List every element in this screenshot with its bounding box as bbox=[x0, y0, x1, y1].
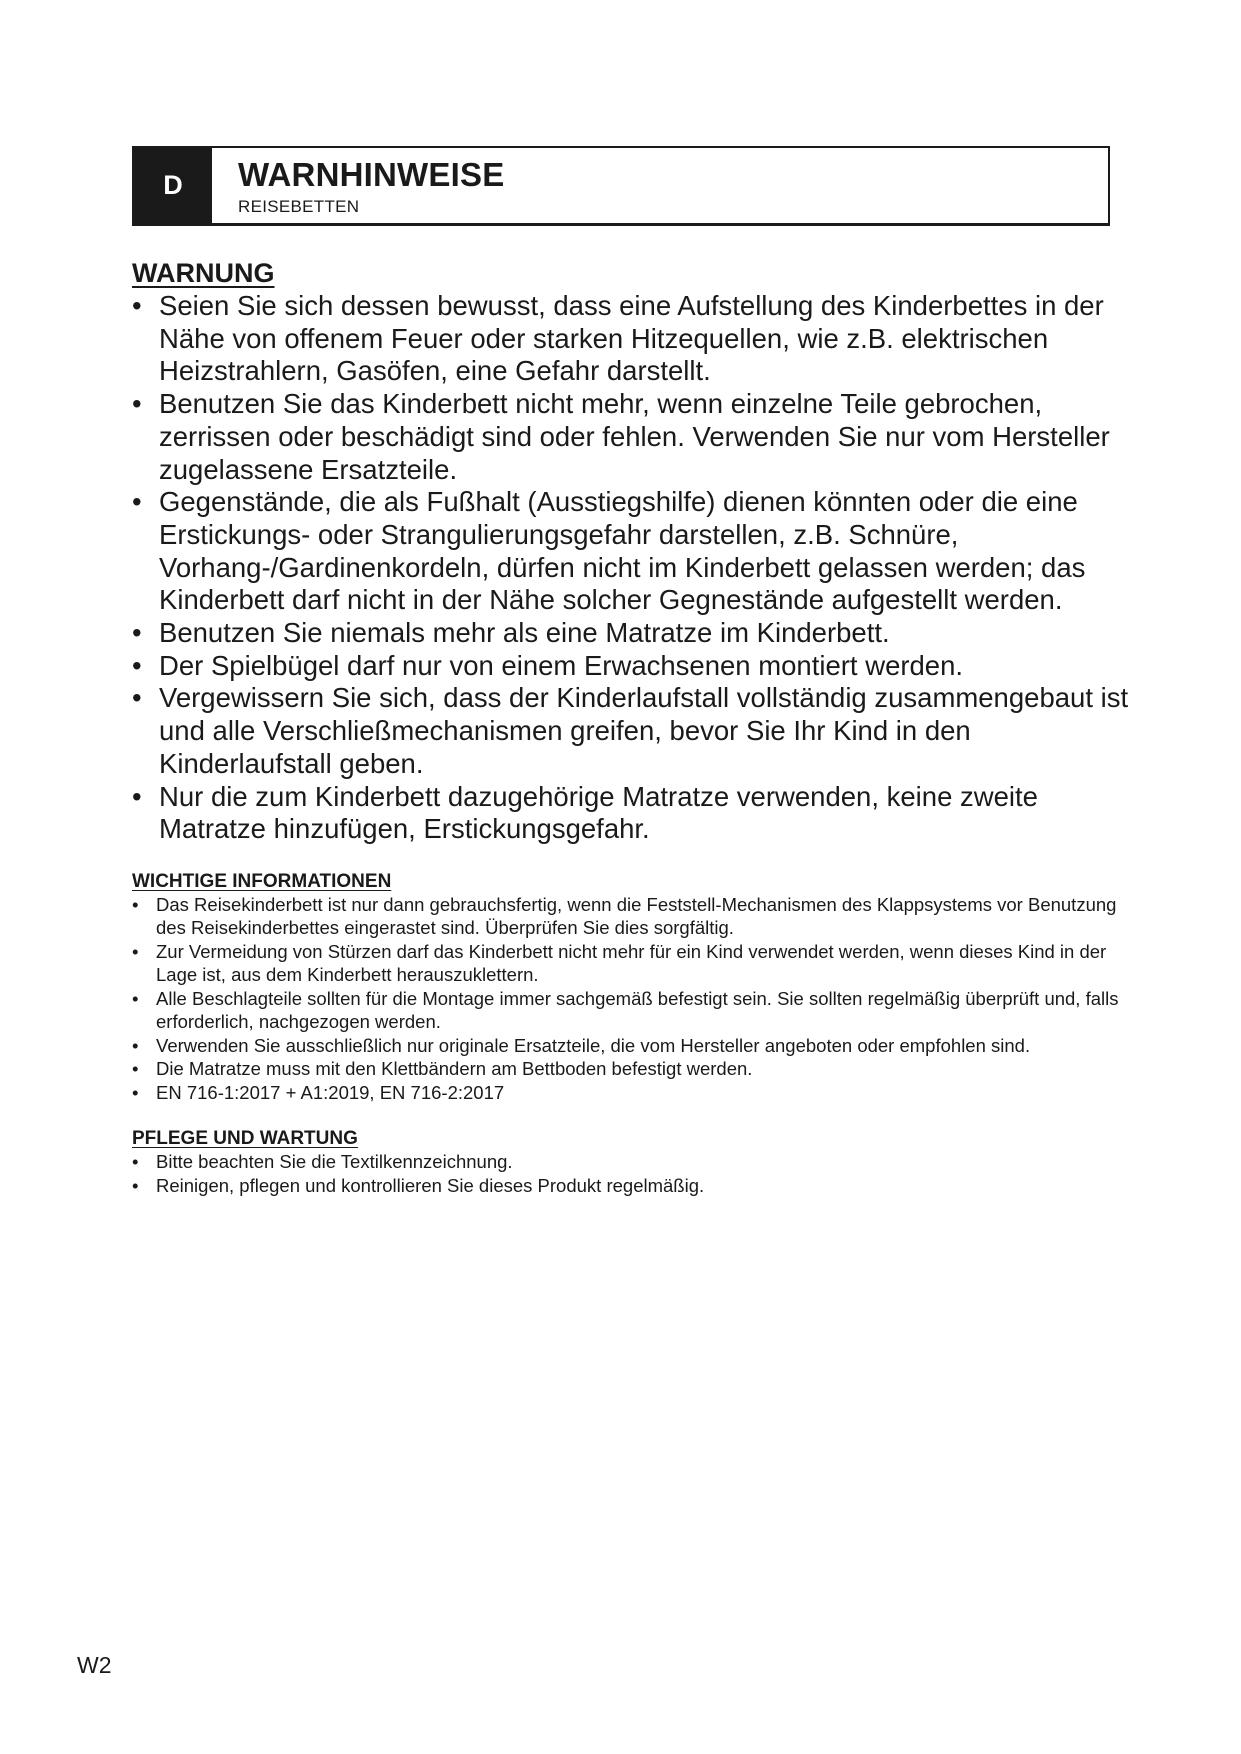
list-item: • Gegenstände, die als Fußhalt (Ausstiegshilfe) dienen könnten oder die eine Erstickungs- oder Strangulierungsgefahr darstellen, z.B. Schnüre, Vorhang-/Gardinenkordeln, dürfen nicht im Kinderbett gelassen werden; das Kinderbett darf nicht in der Nähe solcher Gegnestände aufgestellt werden. bbox=[132, 486, 1132, 617]
list-item: • Benutzen Sie niemals mehr als eine Matratze im Kinderbett. bbox=[132, 617, 1132, 650]
list-item: • Der Spielbügel darf nur von einem Erwachsenen montiert werden. bbox=[132, 650, 1132, 683]
care-section bbox=[132, 1128, 1132, 1197]
list-item: • Vergewissern Sie sich, dass der Kinderlaufstall vollständig zusammengebaut ist und alle Verschließmechanismen greifen, bevor Sie Ihr Kind in den Kinderlaufstall geben. bbox=[132, 682, 1132, 780]
list-item: • Zur Vermeidung von Stürzen darf das Kinderbett nicht mehr für ein Kind verwendet werden, wenn dieses Kind in der Lage ist, aus dem Kinderbett herauszuklettern. bbox=[132, 940, 1132, 987]
list-item: • Reinigen, pflegen und kontrollieren Sie dieses Produkt regelmäßig. bbox=[132, 1174, 1132, 1198]
list-item: • Seien Sie sich dessen bewusst, dass eine Aufstellung des Kinderbettes in der Nähe von offenem Feuer oder starken Hitzequellen, wie z.B. elektrischen Heizstrahlern, Gasöfen, eine Gefahr darstellt. bbox=[132, 290, 1132, 388]
care-list bbox=[132, 1150, 1132, 1197]
warning-section bbox=[132, 256, 1132, 846]
language-badge: D bbox=[134, 148, 212, 223]
page-header bbox=[132, 146, 1110, 226]
care-heading: PFLEGE UND WARTUNG bbox=[132, 1128, 358, 1150]
list-item: • Nur die zum Kinderbett dazugehörige Matratze verwenden, keine zweite Matratze hinzufügen, Erstickungsgefahr. bbox=[132, 781, 1132, 846]
page-subtitle: REISEBETTEN bbox=[238, 196, 360, 216]
important-info-section bbox=[132, 871, 1132, 1105]
list-item: • Verwenden Sie ausschließlich nur originale Ersatzteile, die vom Hersteller angeboten oder empfohlen sind. bbox=[132, 1034, 1132, 1058]
list-item: • Bitte beachten Sie die Textilkennzeichnung. bbox=[132, 1150, 1132, 1174]
document-body bbox=[132, 256, 1132, 1197]
important-info-list bbox=[132, 893, 1132, 1105]
list-item: • Das Reisekinderbett ist nur dann gebrauchsfertig, wenn die Feststell-Mechanismen des Klappsystems vor Benutzung des Reisekinderbettes eingerastet sind. Überprüfen Sie dies sorgfältig. bbox=[132, 893, 1132, 940]
warning-list bbox=[132, 290, 1132, 846]
list-item: • Benutzen Sie das Kinderbett nicht mehr, wenn einzelne Teile gebrochen, zerrissen oder beschädigt sind oder fehlen. Verwenden Sie nur vom Hersteller zugelassene Ersatzteile. bbox=[132, 388, 1132, 486]
warning-heading: WARNUNG bbox=[132, 258, 275, 288]
header-title-group bbox=[212, 148, 504, 223]
page-number: W2 bbox=[77, 1652, 112, 1678]
list-item: • EN 716-1:2017 + A1:2019, EN 716-2:2017 bbox=[132, 1081, 1132, 1105]
list-item: • Die Matratze muss mit den Klettbändern am Bettboden befestigt werden. bbox=[132, 1057, 1132, 1081]
list-item: • Alle Beschlagteile sollten für die Montage immer sachgemäß befestigt sein. Sie sollten regelmäßig überprüft und, falls erforderlich, nachgezogen werden. bbox=[132, 987, 1132, 1034]
page-title: WARNHINWEISE bbox=[238, 156, 505, 193]
important-info-heading: WICHTIGE INFORMATIONEN bbox=[132, 870, 392, 892]
